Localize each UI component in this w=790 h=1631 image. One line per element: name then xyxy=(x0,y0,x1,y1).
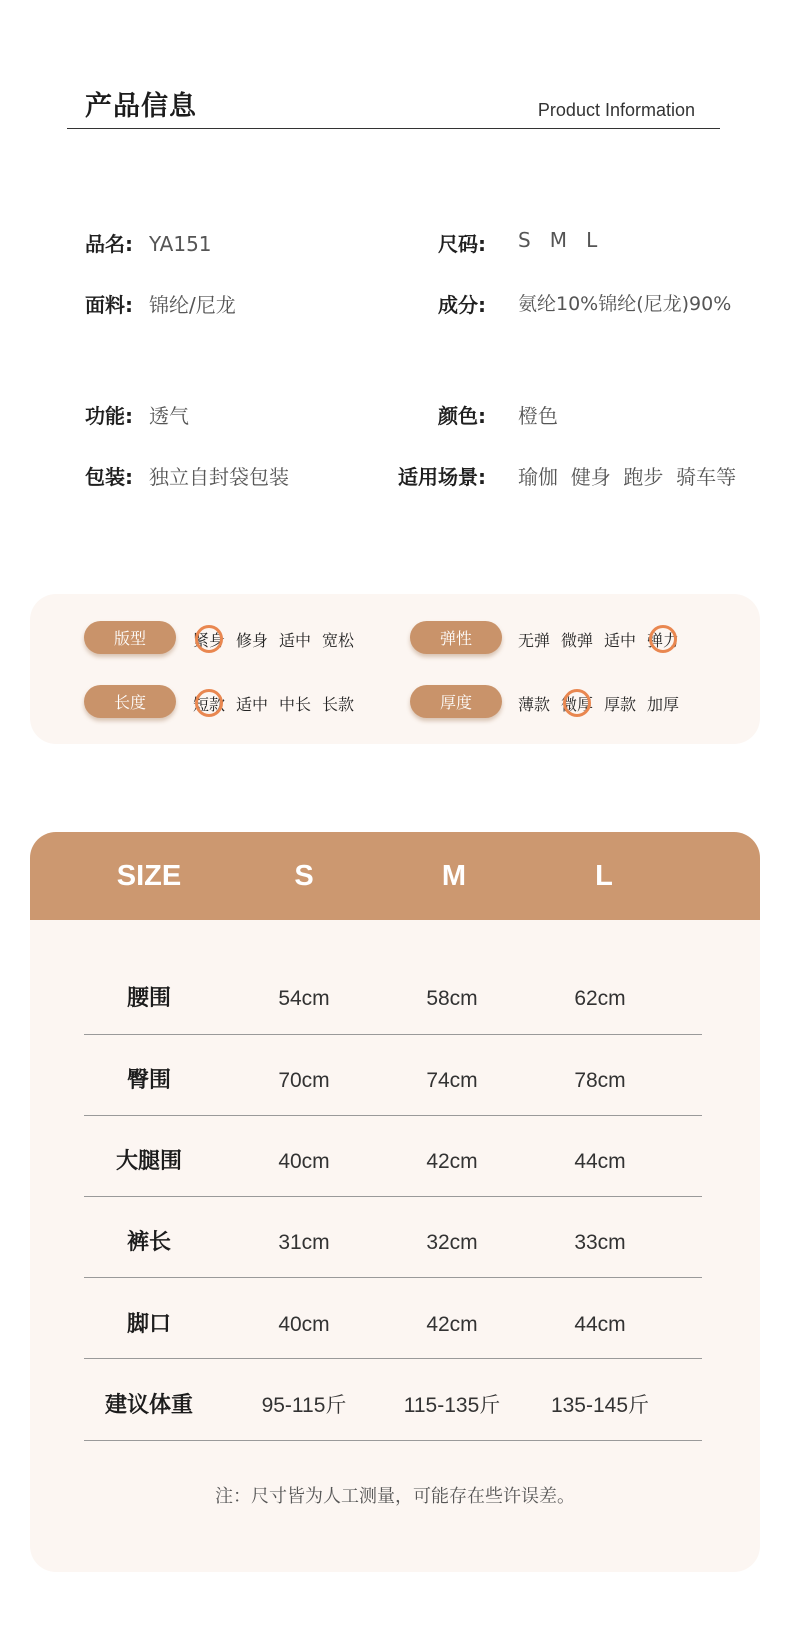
row-label: 臀围 xyxy=(126,1068,171,1093)
attr-fit-option: 适中 xyxy=(279,631,312,650)
cell-m: 115-135斤 xyxy=(403,1394,501,1417)
info-size-value: S M L xyxy=(518,228,598,252)
attr-length-option: 适中 xyxy=(236,695,269,714)
row-label: 腰围 xyxy=(126,986,171,1011)
info-scene-value: 瑜伽 健身 跑步 骑车等 xyxy=(518,465,737,489)
attribute-panel xyxy=(30,594,760,744)
measurement-note: 注：尺寸皆为人工测量，可能存在些许误差。 xyxy=(215,1486,575,1507)
attr-length-option: 中长 xyxy=(279,695,312,714)
cell-s: 95-115斤 xyxy=(261,1394,347,1417)
info-color-value: 橙色 xyxy=(518,404,558,428)
cell-l: 44cm xyxy=(574,1313,626,1336)
info-composition-label: 成分: xyxy=(438,293,486,317)
attr-thickness-option: 薄款 xyxy=(518,695,551,714)
table-row xyxy=(30,1283,760,1367)
row-label: 建议体重 xyxy=(104,1393,193,1418)
attr-fit-pill: 版型 xyxy=(84,621,176,654)
attr-elasticity-option: 弹力 xyxy=(647,628,679,651)
table-row xyxy=(30,957,760,1041)
info-composition-value: 氨纶10%锦纶(尼龙)90% xyxy=(518,293,732,315)
table-row xyxy=(30,1201,760,1285)
row-divider xyxy=(84,1034,702,1035)
attr-length-pill: 长度 xyxy=(84,685,176,718)
cell-s: 70cm xyxy=(278,1069,330,1092)
attr-thickness-option: 厚款 xyxy=(604,695,637,714)
row-label: 脚口 xyxy=(126,1312,171,1337)
row-divider xyxy=(84,1277,702,1278)
info-package-value: 独立自封袋包装 xyxy=(149,465,289,489)
table-row xyxy=(30,1364,760,1448)
attr-thickness-option: 微厚 xyxy=(561,692,593,715)
cell-m: 58cm xyxy=(426,987,478,1010)
info-size xyxy=(0,228,598,257)
attr-fit-options xyxy=(193,628,365,651)
cell-s: 54cm xyxy=(278,987,330,1010)
cell-l: 62cm xyxy=(574,987,626,1010)
info-package-label: 包装: xyxy=(85,465,133,489)
attr-length-option: 长款 xyxy=(322,695,355,714)
info-name-label: 品名: xyxy=(85,232,133,256)
size-table xyxy=(30,832,760,1572)
cell-s: 40cm xyxy=(278,1150,330,1173)
info-name-value: YA151 xyxy=(149,232,212,256)
info-fabric-value: 锦纶/尼龙 xyxy=(149,293,236,317)
row-divider xyxy=(84,1358,702,1359)
row-label: 大腿围 xyxy=(115,1149,182,1174)
cell-m: 42cm xyxy=(426,1150,478,1173)
attr-thickness-options xyxy=(518,692,690,715)
row-divider xyxy=(84,1115,702,1116)
row-divider xyxy=(84,1196,702,1197)
table-row xyxy=(30,1120,760,1204)
row-label: 裤长 xyxy=(126,1230,171,1255)
info-composition xyxy=(0,289,732,318)
cell-l: 33cm xyxy=(574,1231,626,1254)
cell-m: 32cm xyxy=(426,1231,478,1254)
header-cell-l: L xyxy=(595,860,613,892)
attr-elasticity-pill: 弹性 xyxy=(410,621,502,654)
attr-length-options xyxy=(193,692,365,715)
info-scene-label: 适用场景: xyxy=(398,465,486,489)
info-function-label: 功能: xyxy=(85,404,133,428)
cell-m: 74cm xyxy=(426,1069,478,1092)
attr-elasticity-option: 适中 xyxy=(604,631,637,650)
attr-fit-option: 宽松 xyxy=(322,631,355,650)
header-cell-size: SIZE xyxy=(116,860,182,892)
page-title: 产品信息 xyxy=(85,91,197,122)
header-cell-s: S xyxy=(294,860,314,892)
attr-elasticity-option: 无弹 xyxy=(518,631,551,650)
size-table-header xyxy=(30,832,760,920)
cell-s: 40cm xyxy=(278,1313,330,1336)
cell-l: 135-145斤 xyxy=(550,1394,650,1417)
info-color xyxy=(0,400,558,429)
cell-s: 31cm xyxy=(278,1231,330,1254)
info-function-value: 透气 xyxy=(149,404,189,428)
attr-elasticity-options xyxy=(518,628,690,651)
row-divider xyxy=(84,1440,702,1441)
page-subtitle: Product Information xyxy=(537,100,695,120)
attr-elasticity-option: 微弹 xyxy=(561,631,594,650)
info-color-label: 颜色: xyxy=(438,404,486,428)
attr-fit-option: 修身 xyxy=(236,631,269,650)
info-scene xyxy=(0,461,737,490)
attr-thickness-option: 加厚 xyxy=(647,695,680,714)
attr-fit-option: 紧身 xyxy=(193,628,225,651)
attr-thickness-pill: 厚度 xyxy=(410,685,502,718)
info-fabric-label: 面料: xyxy=(85,293,133,317)
table-row xyxy=(30,1039,760,1123)
cell-m: 42cm xyxy=(426,1313,478,1336)
header-cell-m: M xyxy=(441,860,467,892)
cell-l: 78cm xyxy=(574,1069,626,1092)
attr-length-option: 短款 xyxy=(193,692,225,715)
info-size-label: 尺码: xyxy=(438,232,486,256)
header-divider xyxy=(67,128,720,129)
cell-l: 44cm xyxy=(574,1150,626,1173)
